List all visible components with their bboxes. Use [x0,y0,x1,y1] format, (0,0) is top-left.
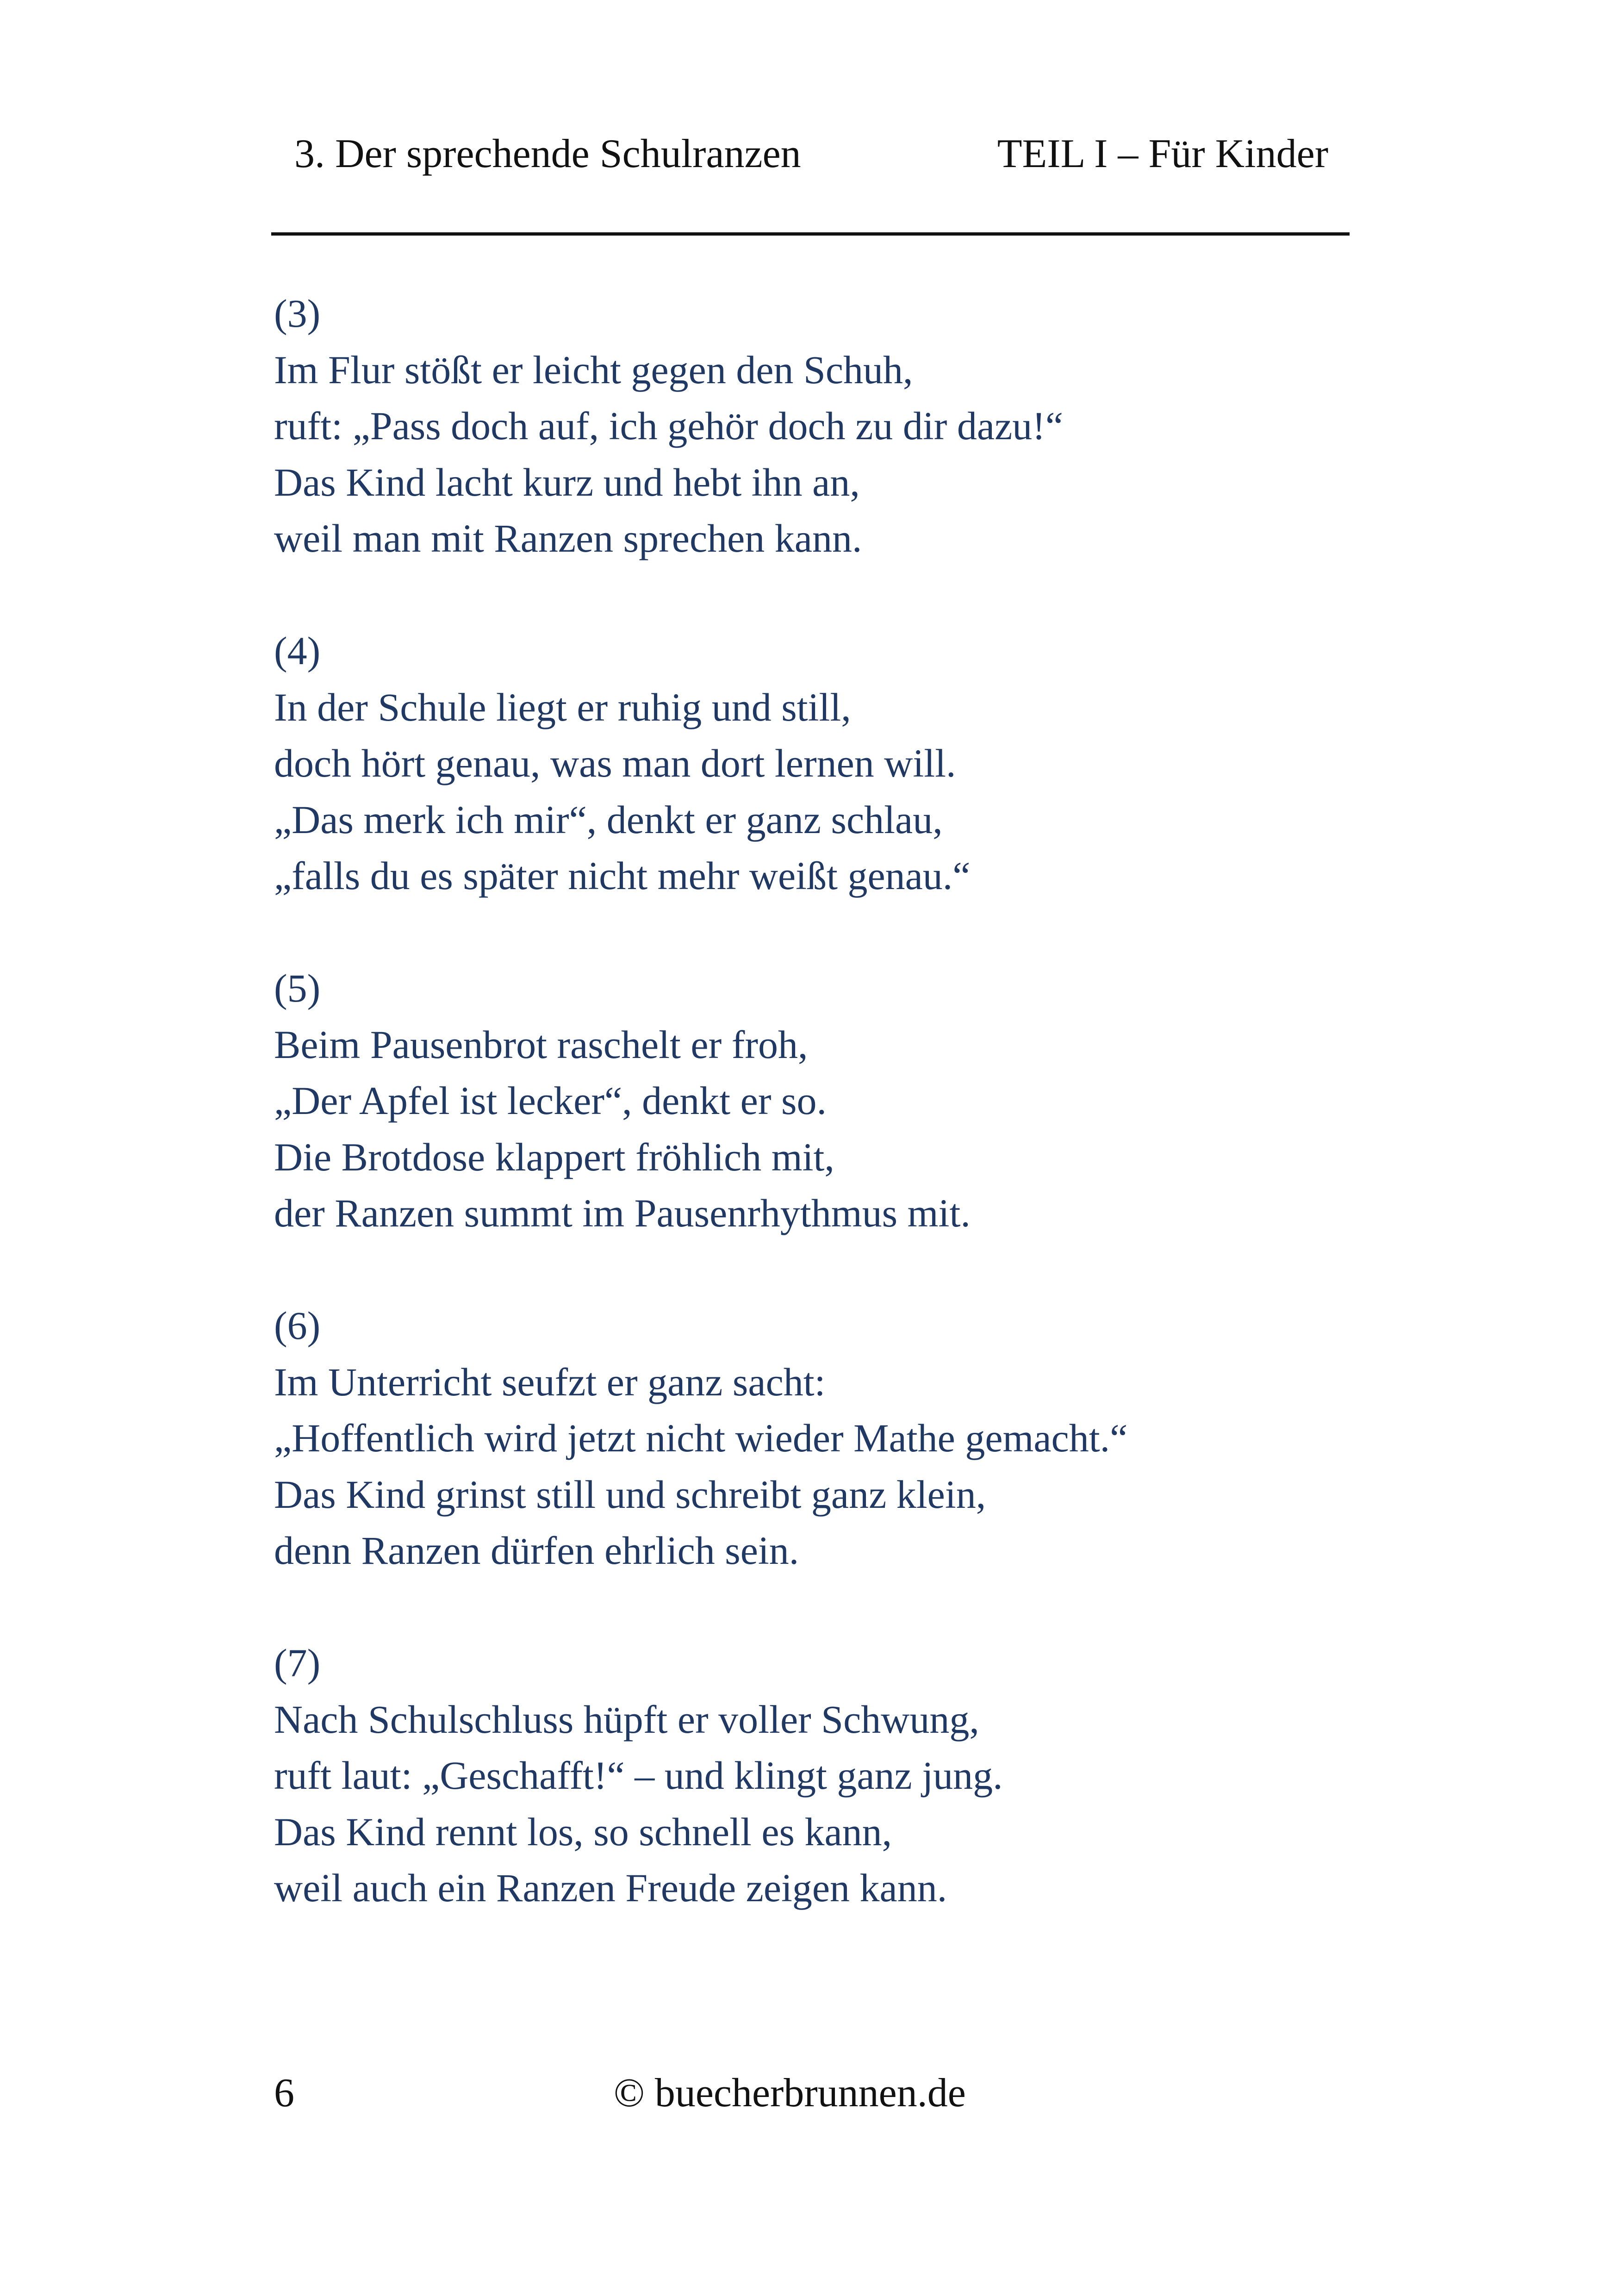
verse-line: Nach Schulschluss hüpft er voller Schwung, [274,1697,979,1742]
stanza-number: (3) [274,291,321,336]
verse-line: der Ranzen summt im Pausenrhythmus mit. [274,1191,971,1235]
verse-line: Beim Pausenbrot raschelt er froh, [274,1022,808,1067]
verse-line: weil man mit Ranzen sprechen kann. [274,516,862,560]
verse-line: „Das merk ich mir“, denkt er ganz schlau, [274,797,943,842]
verse-line: Das Kind grinst still und schreibt ganz klein, [274,1472,986,1517]
verse-line: Im Unterricht seufzt er ganz sacht: [274,1359,826,1404]
chapter-title: 3. Der sprechende Schulranzen [294,131,801,176]
verse-line: „Hoffentlich wird jetzt nicht wieder Mathe gemacht.“ [274,1416,1128,1460]
stanza-number: (5) [274,966,321,1010]
verse-line: In der Schule liegt er ruhig und still, [274,684,851,729]
verse-line: Das Kind rennt los, so schnell es kann, [274,1809,892,1854]
poem-body [274,286,1524,1916]
stanza-5 [274,960,1524,1242]
stanza-number: (4) [274,628,321,673]
verse-line: ruft: „Pass doch auf, ich gehör doch zu dir dazu!“ [274,404,1064,448]
page-number: 6 [274,2071,294,2116]
stanza-7 [274,1635,1524,1916]
part-title: TEIL I – Für Kinder [997,131,1328,176]
stanza-number: (6) [274,1303,321,1348]
verse-line: ruft laut: „Geschafft!“ – und klingt ganz jung. [274,1753,1003,1798]
stanza-6 [274,1298,1524,1579]
verse-line: weil auch ein Ranzen Freude zeigen kann. [274,1866,947,1910]
stanza-4 [274,623,1524,904]
stanza-number: (7) [274,1641,321,1685]
verse-line: Das Kind lacht kurz und hebt ihn an, [274,460,860,504]
verse-line: „Der Apfel ist lecker“, denkt er so. [274,1078,827,1123]
verse-line: Im Flur stößt er leicht gegen den Schuh, [274,347,913,392]
copyright-notice: © buecherbrunnen.de [614,2071,966,2116]
verse-line: „falls du es später nicht mehr weißt genau.“ [274,853,971,898]
verse-line: doch hört genau, was man dort lernen will. [274,741,956,785]
verse-line: Die Brotdose klappert fröhlich mit, [274,1134,834,1179]
stanza-3 [274,286,1524,567]
header-rule [271,232,1350,236]
verse-line: denn Ranzen dürfen ehrlich sein. [274,1528,799,1573]
